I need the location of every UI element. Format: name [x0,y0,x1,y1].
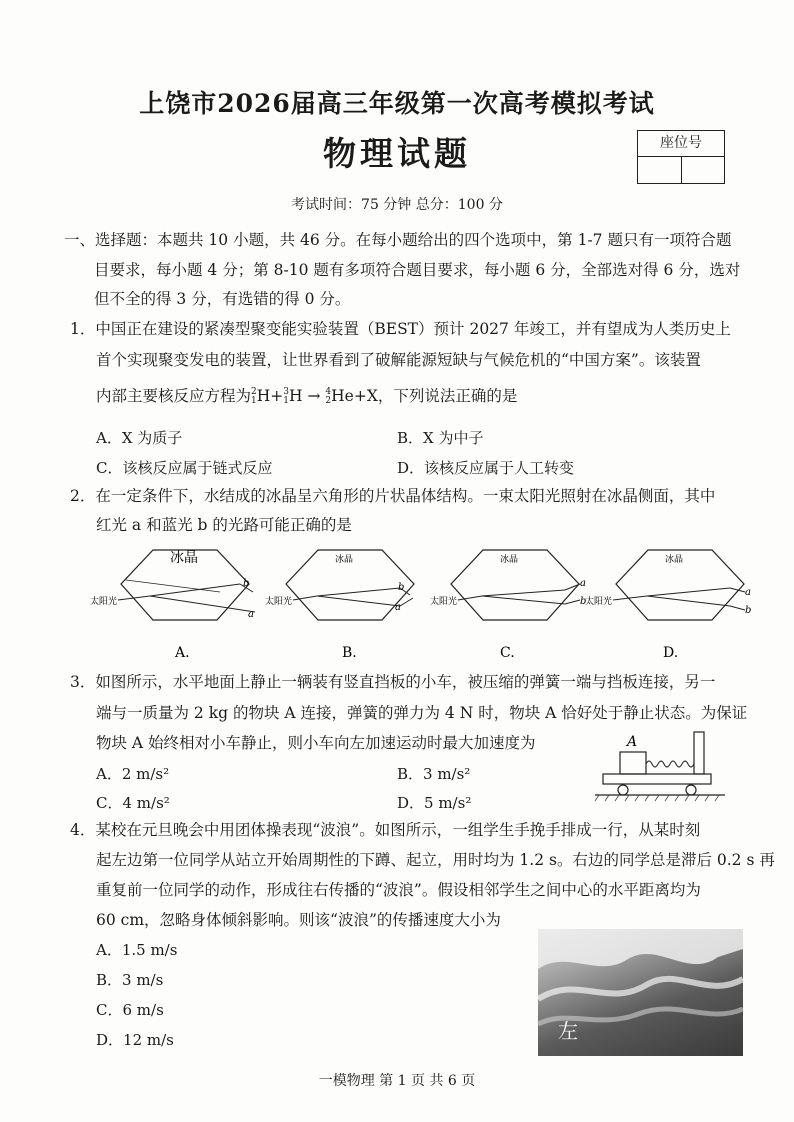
q2-diagram-c [430,550,586,620]
ray-b-inner [150,584,240,596]
q4-line4: 60 cm，忽略身体倾斜影响。则该“波浪”的传播速度大小为 [96,911,501,929]
label-a: a [395,602,401,613]
q2-label-c: C. [500,645,515,661]
q3-cart-diagram [595,728,730,808]
q1-line3 [96,386,517,406]
q4-line1: 4．某校在元旦晚会中用团体操表现“波浪”。如图所示，一组学生手挽手排成一行，从某时刻 [70,821,701,839]
nuclear-equation: 2 1 H+ 3 1 H → 4 2 He+X [251,387,378,406]
label-b: b [398,582,405,593]
seat-cell-2 [682,157,725,183]
q1-line3-post: ，下列说法正确的是 [377,387,518,405]
q4-option-a[interactable]: A．1.5 m/s [96,941,178,959]
block-a [620,752,646,774]
wheel-left [618,785,628,795]
label-b: b [243,578,250,589]
q3-line1: 3．如图所示，水平地面上静止一辆装有竖直挡板的小车，被压缩的弹簧一端与挡板连接，另一 [70,673,716,691]
ice-label: 冰晶 [665,555,684,565]
ice-label: 冰晶 [500,555,519,565]
q4-line2: 起左边第一位同学从站立开始周期性的下蹲、起立，用时均为 1.2 s。右边的同学总是滞后 0.2 s 再 [96,851,775,869]
q2-label-a: A. [175,645,190,661]
sunlight-label: 太阳光 [90,597,118,607]
q3-line3: 物块 A 始终相对小车静止，则小车向左加速运动时最大加速度为 [96,734,536,752]
q1-option-d[interactable]: D．该核反应属于人工转变 [397,459,575,477]
q1-line3-pre: 内部主要核反应方程为 [96,387,252,405]
wheel-right [686,785,696,795]
label-a: a [580,578,586,589]
label-b: b [745,605,752,616]
q3-option-d[interactable]: D．5 m/s² [397,794,472,812]
q3-option-a[interactable]: A．2 m/s² [96,765,170,783]
q2-diagram-a [90,550,255,620]
section1-line2: 目要求，每小题 4 分；第 8-10 题有多项符合题目要求，每小题 6 分，全部选对得 6 分，选对 [94,261,741,279]
label-a: a [745,587,751,598]
sunlight-label: 太阳光 [430,597,458,607]
q4-option-b[interactable]: B．3 m/s [96,971,164,989]
seat-number-box [637,130,725,184]
ice-label: 冰晶 [170,550,198,566]
q2-line2: 红光 a 和蓝光 b 的光路可能正确的是 [96,516,352,534]
q2-diagram-b [265,550,414,620]
q2-label-b: B. [342,645,357,661]
q2-diagram-d [585,550,751,620]
block-label: A [627,734,638,750]
q4-line3: 重复前一位同学的动作，形成往右传播的“波浪”。假设相邻学生之间中心的水平距离均为 [96,881,701,899]
seat-label: 座位号 [638,131,724,157]
sunlight-label: 太阳光 [585,597,613,607]
ice-label: 冰晶 [335,555,354,565]
q3-option-c[interactable]: C．4 m/s² [96,794,170,812]
q1-line2: 首个实现聚变发电的装置，让世界看到了破解能源短缺与气候危机的“中国方案”。该装置 [96,351,701,369]
q2-line1: 2．在一定条件下，水结成的冰晶呈六角形的片状晶体结构。一束太阳光照射在冰晶侧面，其中 [70,487,716,505]
subject-title: 物理试题 [323,134,471,173]
q1-line1: 1．中国正在建设的紧凑型聚变能实验装置（BEST）预计 2027 年竣工，并有望成为人类历史上 [70,320,731,338]
sunlight-label: 太阳光 [265,597,293,607]
q2-diagrams [90,540,750,665]
exam-info: 考试时间：75 分钟 总分：100 分 [291,197,503,213]
q1-option-c[interactable]: C．该核反应属于链式反应 [96,459,273,477]
page-footer: 一模物理 第 1 页 共 6 页 [318,1073,476,1089]
exam-title: 上饶市2026届高三年级第一次高考模拟考试 [139,89,655,118]
ground-hatch [595,795,719,801]
section1-line3: 但不全的得 3 分，有选错的得 0 分。 [94,290,351,308]
ray-a [150,596,255,612]
q3-line2: 端与一质量为 2 kg 的物块 A 连接，弹簧的弹力为 4 N 时，物块 A 恰好处于静止状态。为保证 [96,704,748,722]
q1-option-a[interactable]: A．X 为质子 [96,429,183,447]
q4-option-d[interactable]: D．12 m/s [96,1031,174,1049]
vertical-baffle [694,732,704,774]
wave-performance-photo [538,929,743,1056]
q4-option-c[interactable]: C．6 m/s [96,1001,164,1019]
seat-cell-1 [638,157,682,183]
photo-left-label: 左 [558,1019,578,1043]
label-a: a [248,609,254,620]
q1-option-b[interactable]: B．X 为中子 [397,429,484,447]
q3-option-b[interactable]: B．3 m/s² [397,765,471,783]
spring [646,761,694,767]
label-b: b [580,596,587,607]
q2-label-d: D. [663,645,679,661]
cart-body [603,774,711,784]
section1-line1: 一、选择题：本题共 10 小题，共 46 分。在每小题给出的四个选项中，第 1-7 题只有一项符合题 [64,231,732,249]
